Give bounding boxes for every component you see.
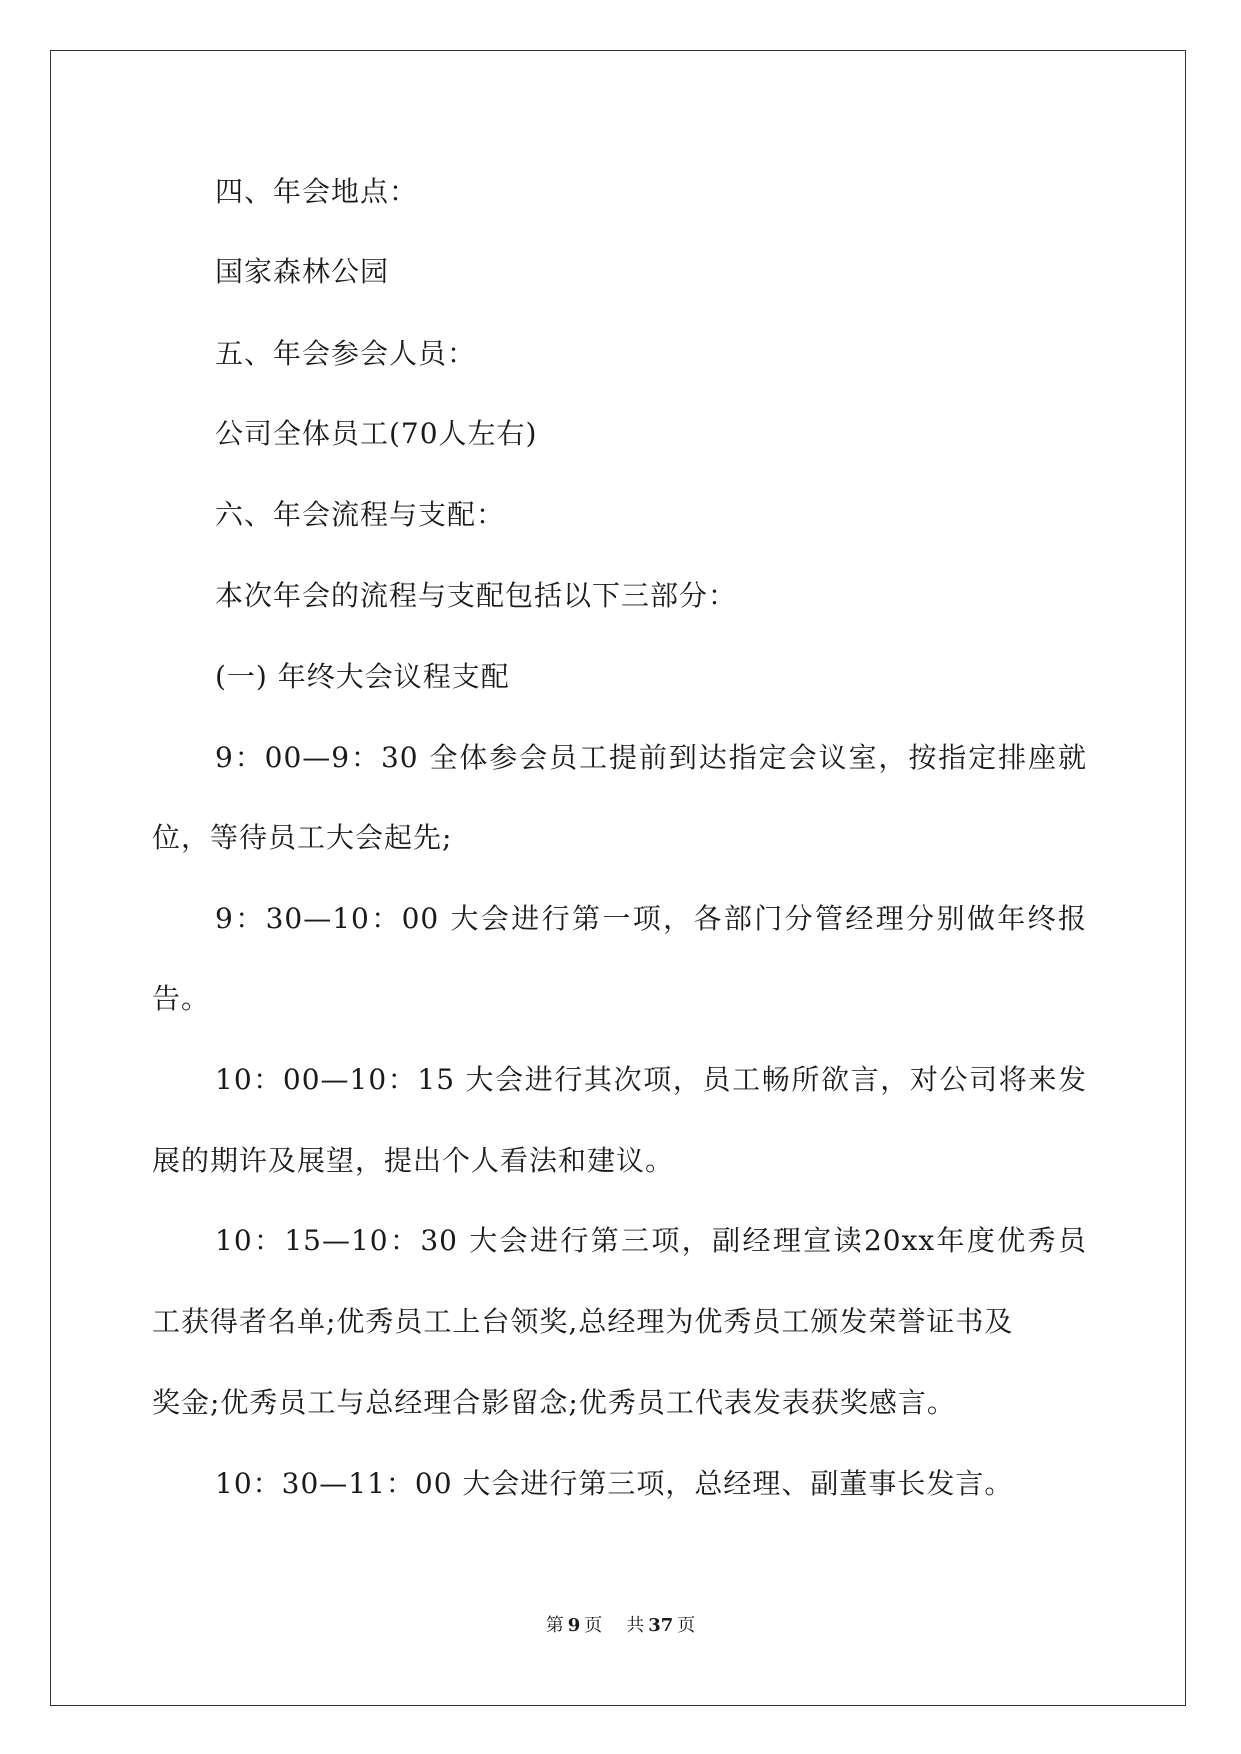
page-border xyxy=(50,50,1186,1706)
venue-text: 国家森林公园 xyxy=(215,255,390,288)
section-heading-venue: 四、年会地点： xyxy=(215,175,419,208)
paragraph-line: 位，等待员工大会起先; xyxy=(152,821,453,854)
attendees-text: 公司全体员工(70人左右) xyxy=(215,417,538,450)
page-footer xyxy=(0,1614,1241,1638)
subsection-heading-agenda: (一) 年终大会议程支配 xyxy=(215,660,510,693)
section-heading-schedule: 六、年会流程与支配： xyxy=(215,498,506,531)
paragraph-line: 10：30—11：00 大会进行第三项，总经理、副董事长发言。 xyxy=(215,1467,1014,1500)
footer-total-pages: 37 xyxy=(648,1615,674,1636)
paragraph-line: 10：00—10：15 大会进行其次项，员工畅所欲言，对公司将来发 xyxy=(215,1063,1087,1096)
schedule-intro: 本次年会的流程与支配包括以下三部分： xyxy=(215,579,738,612)
footer-page-suffix: 页 xyxy=(584,1615,603,1636)
footer-page-number: 9 xyxy=(567,1615,581,1636)
footer-prefix: 第 xyxy=(545,1615,564,1636)
footer-total-prefix: 共 xyxy=(626,1615,645,1636)
paragraph-line: 展的期许及展望，提出个人看法和建议。 xyxy=(152,1144,675,1177)
paragraph-line: 9：30—10：00 大会进行第一项，各部门分管经理分别做年终报 xyxy=(215,902,1087,935)
paragraph-line: 10：15—10：30 大会进行第三项，副经理宣读20xx年度优秀员 xyxy=(215,1224,1087,1257)
paragraph-line: 9：00—9：30 全体参会员工提前到达指定会议室，按指定排座就 xyxy=(215,741,1087,774)
paragraph-line: 工获得者名单;优秀员工上台领奖,总经理为优秀员工颁发荣誉证书及 xyxy=(152,1305,1014,1338)
footer-total-suffix: 页 xyxy=(677,1615,696,1636)
paragraph-line: 奖金;优秀员工与总经理合影留念;优秀员工代表发表获奖感言。 xyxy=(152,1386,956,1419)
paragraph-line: 告。 xyxy=(152,982,211,1015)
section-heading-attendees: 五、年会参会人员： xyxy=(215,337,477,370)
